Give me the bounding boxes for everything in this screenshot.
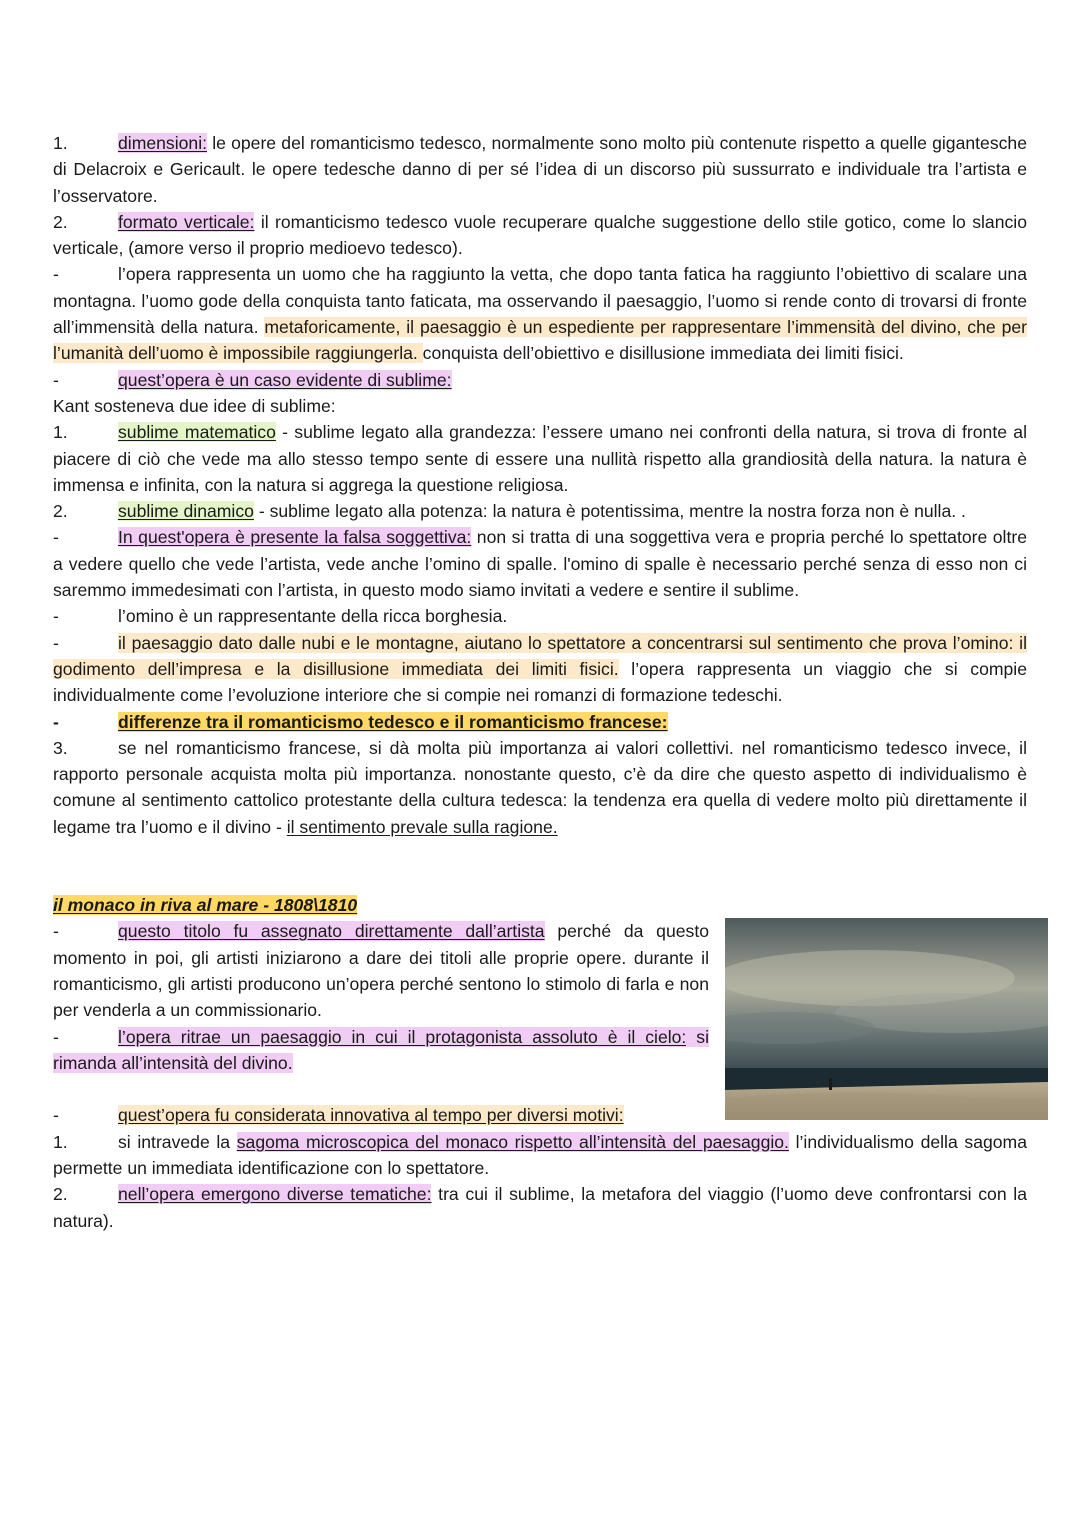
- paragraph-cielo: [53, 1024, 709, 1077]
- list-bullet: -: [53, 606, 59, 627]
- paragraph-tematiche: [53, 1181, 1027, 1234]
- paragraph-innovativa: [53, 1102, 709, 1128]
- section-title-text: il monaco in riva al mare - 1808\1810: [53, 895, 358, 916]
- monk-text-column: [53, 918, 709, 1128]
- term-falsa-soggettiva: In quest'opera è presente la falsa soggettiva:: [118, 527, 472, 548]
- paragraph-text: se nel romanticismo francese, si dà molta più importanza ai valori collettivi. nel romanticismo tedesco invece, il rapporto personale acquista molta più importanza. nonostante questo, c’è da dire che questo aspetto di individualismo è comune al sentimento cattolico protestante della cultura tedesca: la tendenza era quella di vedere molto più direttamente il legame tra l’uomo e il divino -: [53, 737, 1027, 837]
- monk-figure: [829, 1078, 832, 1090]
- paragraph-text: le opere del romanticismo tedesco, normalmente sono molto più contenute rispetto a quelle gigantesche di Delacroix e Gericault. le opere tedesche danno di per sé l’idea di un discorso più sussurrato e individuale tra l’artista e l’osservatore.: [53, 133, 1027, 206]
- paragraph-sublime: [53, 367, 1027, 393]
- paragraph-sublime-dinamico: [53, 498, 1027, 524]
- highlight-paesaggio: il paesaggio dato dalle nubi e le montagne, aiutano lo spettatore a concentrarsi sul sentimento che prova l’omino: il godimento dell’impresa e la disillusione immediata dei limiti fisici.: [53, 632, 1027, 679]
- blank-line: [53, 1076, 709, 1102]
- term-differenze: differenze tra il romanticismo tedesco e il romanticismo francese:: [118, 711, 668, 732]
- paragraph-text: conquista dell’obiettivo e disillusione immediata dei limiti fisici.: [422, 343, 904, 364]
- term-sublime: quest’opera è un caso evidente di sublime:: [118, 369, 452, 390]
- paragraph-text: tra cui il sublime, la metafora del viaggio (l’uomo deve confrontarsi con la natura).: [53, 1184, 1028, 1231]
- list-number: 1.: [53, 133, 68, 153]
- underline-sentimento: il sentimento prevale sulla ragione.: [286, 816, 558, 837]
- term-dimensioni: dimensioni:: [118, 133, 207, 153]
- paragraph-text: si rimanda all’intensità del divino.: [53, 1026, 709, 1073]
- term-formato-verticale: formato verticale:: [118, 211, 255, 232]
- term-innovativa: quest’opera fu considerata innovativa al tempo per diversi motivi:: [118, 1105, 624, 1126]
- paragraph-text: - sublime legato alla potenza: la natura è potentissima, mentre la nostra forza non è nulla. .: [253, 501, 966, 522]
- paragraph-francese: [53, 735, 1027, 840]
- spacer: [53, 840, 1027, 892]
- painting-image: [725, 918, 1048, 1120]
- paragraph-sublime-matematico: [53, 419, 1027, 498]
- paragraph-vetta: [53, 261, 1027, 366]
- paragraph-sagoma: [53, 1129, 1027, 1182]
- list-bullet: -: [53, 527, 59, 548]
- list-number: 3.: [53, 737, 68, 758]
- paragraph-text: l’opera rappresenta un uomo che ha raggiunto la vetta, che dopo tanta fatica ha raggiunto l’obiettivo di scalare una montagna. l’uomo gode della conquista tanto faticata, ma osservando il paesaggio, l’uomo si rende conto di trovarsi di fronte all’immensità della natura.: [53, 264, 1027, 338]
- paragraph-text: - sublime legato alla grandezza: l’essere umano nei confronti della natura, si trova di fronte al piacere di ciò che vede ma allo stesso tempo sente di essere una nullità rispetto alla grandiosità della natura. la natura è immensa e infinita, con la natura si aggrega la questione religiosa.: [53, 422, 1027, 495]
- painting-monk-by-the-sea: [725, 918, 1048, 1120]
- list-bullet: -: [53, 1026, 59, 1047]
- paragraph-text: l’omino è un rappresentante della ricca borghesia.: [118, 606, 508, 627]
- list-number: 1.: [53, 1131, 68, 1152]
- list-bullet: -: [53, 711, 59, 732]
- term-titolo: questo titolo fu assegnato direttamente dall’artista: [118, 921, 545, 942]
- term-sagoma: sagoma microscopica del monaco rispetto all’intensità del paesaggio.: [236, 1131, 789, 1152]
- paragraph-paesaggio: [53, 630, 1027, 709]
- paragraph-formato: [53, 209, 1027, 262]
- paragraph-titolo: [53, 918, 709, 1023]
- list-number: 2.: [53, 211, 68, 232]
- document-page: [53, 130, 1027, 1234]
- paragraph-text: l’opera rappresenta un viaggio che si compie individualmente come l’evoluzione interiore che si compie nei romanzi di formazione tedeschi.: [53, 658, 1027, 706]
- list-bullet: -: [53, 1105, 59, 1126]
- list-bullet: -: [53, 369, 59, 390]
- list-number: 2.: [53, 1184, 68, 1205]
- term-sublime-dinamico: sublime dinamico: [118, 501, 254, 522]
- paragraph-falsa-soggettiva: [53, 524, 1027, 603]
- term-sublime-matematico: sublime matematico: [118, 422, 276, 443]
- list-bullet: -: [53, 632, 59, 653]
- list-bullet: -: [53, 264, 59, 285]
- paragraph-text: non si tratta di una soggettiva vera e propria perché lo spettatore oltre a vedere quello che vede l’artista, vede anche l’omino di spalle. l'omino di spalle è necessario perché senza di esso non ci saremmo immedesimati con l’artista, in questo modo siamo invitati a vedere e sentire il sublime.: [53, 527, 1027, 601]
- paragraph-dimensioni: [53, 130, 1027, 209]
- list-number: 1.: [53, 422, 68, 443]
- section-title: [53, 892, 1027, 918]
- term-tematiche: nell’opera emergono diverse tematiche:: [118, 1184, 432, 1205]
- list-bullet: -: [53, 921, 59, 942]
- paragraph-text: il romanticismo tedesco vuole recuperare qualche suggestione dello stile gotico, come lo slancio verticale, (amore verso il proprio medioevo tedesco).: [53, 211, 1027, 259]
- paragraph-differenze: [53, 709, 1027, 735]
- term-cielo: l’opera ritrae un paesaggio in cui il protagonista assoluto è il cielo:: [118, 1026, 687, 1047]
- paragraph-text: si intravede la: [118, 1131, 237, 1152]
- paragraph-text: l’individualismo della sagoma permette un immediata identificazione con lo spettatore.: [53, 1131, 1027, 1178]
- list-number: 2.: [53, 501, 68, 522]
- paragraph-text: perché da questo momento in poi, gli artisti iniziarono a dare dei titoli alle proprie opere. durante il romanticismo, gli artisti producono un’opera perché sentono lo stimolo di farla e non per venderla a un commissionario.: [53, 921, 709, 1021]
- highlight-metaforicamente: metaforicamente, il paesaggio è un espediente per rappresentare l’immensità del divino, che per l’umanità dell’uomo è impossibile raggiungerla.: [53, 317, 1027, 364]
- paragraph-omino: [53, 603, 1027, 629]
- paragraph-kant: Kant sosteneva due idee di sublime:: [53, 395, 336, 416]
- monk-section: [53, 892, 1027, 1234]
